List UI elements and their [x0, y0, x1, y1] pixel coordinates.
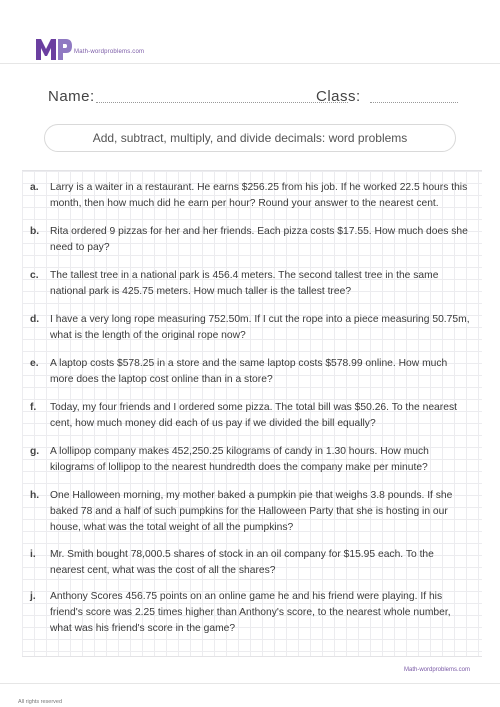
problem-text: Mr. Smith bought 78,000.5 shares of stock in an oil company for $15.95 each. To the nearest cent, what was the cost of all the shares? [50, 549, 434, 576]
problem-letter: b. [30, 226, 40, 237]
problem-letter: f. [30, 402, 37, 413]
footer-divider [0, 683, 500, 684]
problem-letter: c. [30, 270, 39, 281]
problem-text: Anthony Scores 456.75 points on an online game he and his friend were playing. If his friend's score was 2.25 times higher than Anthony's score, to the nearest whole number, what was his friend's score in the game? [50, 591, 451, 634]
problem-letter: g. [30, 446, 40, 457]
problem-letter: d. [30, 314, 40, 325]
problem-text: A lollipop company makes 452,250.25 kilograms of candy in 1.30 hours. How much kilograms of lollipop to the nearest hundredth does the company make per minute? [50, 446, 429, 473]
name-field[interactable] [96, 102, 348, 103]
brand-logo [36, 36, 236, 66]
problem-letter: e. [30, 358, 39, 369]
problem-text: One Halloween morning, my mother baked a pumpkin pie that weighs 3.8 pounds. If she baked 78 and a half of such pumpkins for the Halloween Party that she is hosting in our house, what was the total weight of all the pumpkins? [50, 490, 453, 533]
problem-text: I have a very long rope measuring 752.50m. If I cut the rope into a piece measuring 50.75m, what is the length of the original rope now? [50, 314, 470, 341]
worksheet-title [44, 124, 456, 152]
rights-text: All rights reserved [18, 699, 63, 705]
problems-grid [22, 170, 482, 657]
header-divider [0, 63, 500, 64]
class-field[interactable] [370, 102, 458, 103]
class-label: Class: [316, 88, 361, 105]
problem-text: Larry is a waiter in a restaurant. He earns $256.25 from his job. If he worked 22.5 hours this month, then how much did he earn per hour? Round your answer to the nearest cent. [50, 182, 468, 209]
problem-letter: a. [30, 182, 39, 193]
title-text: Add, subtract, multiply, and divide decimals: word problems [92, 131, 408, 145]
problem-letter: j. [30, 591, 36, 602]
problem-text: Rita ordered 9 pizzas for her and her friends. Each pizza costs $17.55. How much does she need to pay? [50, 226, 468, 253]
problem-letter: i. [30, 549, 36, 560]
problem-letter: h. [30, 490, 40, 501]
problem-text: A laptop costs $578.25 in a store and the same laptop costs $578.99 online. How much more does the laptop cost online than in a store? [50, 358, 448, 385]
name-label: Name: [48, 88, 95, 105]
mp-logo-icon [36, 36, 72, 62]
name-class-row [48, 88, 468, 108]
problem-text: The tallest tree in a national park is 456.4 meters. The second tallest tree in the same national park is 425.75 meters. How much taller is the tallest tree? [50, 270, 439, 297]
footer-logo-text: Math-wordproblems.com [404, 667, 471, 673]
logo-text: Math-wordproblems.com [74, 49, 145, 55]
problem-text: Today, my four friends and I ordered some pizza. The total bill was $50.26. To the nearest cent, how much money did each of us pay if we divided the bill equally? [50, 402, 457, 429]
